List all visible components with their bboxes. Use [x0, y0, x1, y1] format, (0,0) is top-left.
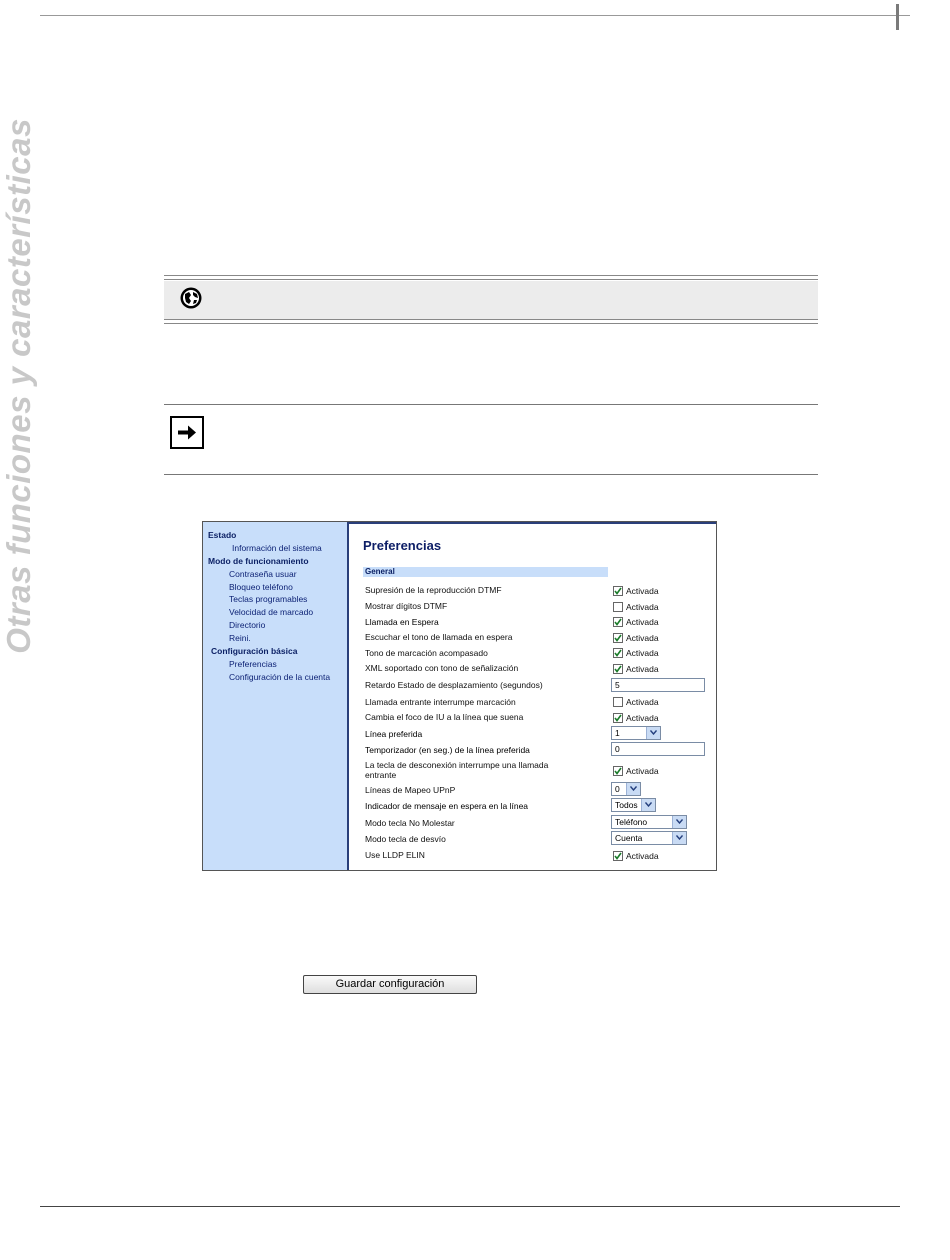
setting-label: Retardo Estado de desplazamiento (segundos) [365, 680, 543, 690]
section-header [363, 567, 608, 577]
nav-directorio[interactable]: Directorio [229, 620, 266, 630]
setting-label: Mostrar dígitos DTMF [365, 601, 448, 611]
setting-label: Línea preferida [365, 729, 423, 739]
nav-modo-funcionamiento[interactable]: Modo de funcionamiento [208, 556, 309, 566]
section-label: General [365, 567, 395, 576]
select-value: 0 [615, 784, 620, 794]
setting-label: Tono de marcación acompasado [365, 648, 488, 658]
select-value: Todos [615, 800, 638, 810]
checkbox-label: Activada [626, 648, 659, 658]
setting-checkbox[interactable] [613, 851, 623, 861]
checkbox-label: Activada [626, 633, 659, 643]
setting-checkbox[interactable] [613, 713, 623, 723]
checkbox-label: Activada [626, 697, 659, 707]
setting-label: Cambia el foco de IU a la línea que suena [365, 712, 524, 722]
setting-checkbox[interactable] [613, 648, 623, 658]
corner-mark [896, 4, 899, 30]
setting-label: Modo tecla No Molestar [365, 818, 455, 828]
setting-label-continued: entrante [365, 770, 397, 780]
chevron-down-icon[interactable] [646, 727, 660, 739]
top-rule [40, 15, 910, 16]
checkbox-label: Activada [626, 851, 659, 861]
chevron-down-icon[interactable] [672, 832, 686, 844]
sidebar-nav [203, 522, 349, 870]
nav-preferencias[interactable]: Preferencias [229, 659, 277, 669]
setting-label: Llamada entrante interrumpe marcación [365, 697, 516, 707]
bottom-rule [40, 1206, 900, 1207]
upnp-lines-select[interactable] [611, 782, 641, 796]
setting-label: Líneas de Mapeo UPnP [365, 785, 456, 795]
chevron-down-icon[interactable] [641, 799, 655, 811]
scroll-delay-input[interactable]: 5 [611, 678, 705, 692]
page-title: Preferencias [363, 538, 442, 553]
note-rule-bottom [164, 474, 818, 475]
setting-checkbox[interactable] [613, 664, 623, 674]
preferred-line-select[interactable] [611, 726, 661, 740]
setting-checkbox[interactable] [613, 633, 623, 643]
dnd-mode-select[interactable] [611, 815, 687, 829]
nav-velocidad-marcado[interactable]: Velocidad de marcado [229, 607, 314, 617]
arrow-right-icon [170, 416, 204, 449]
checkbox-label: Activada [626, 664, 659, 674]
checkbox-label: Activada [626, 586, 659, 596]
setting-label: Temporizador (en seg.) de la línea preferida [365, 745, 530, 755]
nav-configuracion-basica[interactable]: Configuración básica [211, 646, 298, 656]
select-value: Cuenta [615, 833, 643, 843]
setting-checkbox[interactable] [613, 766, 623, 776]
setting-label: XML soportado con tono de señalización [365, 663, 519, 673]
preferred-line-timer-input[interactable]: 0 [611, 742, 705, 756]
checkbox-label: Activada [626, 713, 659, 723]
setting-label: Indicador de mensaje en espera en la línea [365, 801, 529, 811]
setting-checkbox[interactable] [613, 617, 623, 627]
mwi-line-select[interactable] [611, 798, 656, 812]
checkbox-label: Activada [626, 602, 659, 612]
note-rule-top [164, 404, 818, 405]
nav-bloqueo-telefono[interactable]: Bloqueo teléfono [229, 582, 293, 592]
setting-label: Escuchar el tono de llamada en espera [365, 632, 513, 642]
setting-checkbox[interactable] [613, 602, 623, 612]
setting-label: Use LLDP ELIN [365, 850, 425, 860]
setting-label: La tecla de desconexión interrumpe una llamada [365, 760, 549, 770]
web-ui-screenshot [202, 521, 717, 871]
chevron-down-icon[interactable] [672, 816, 686, 828]
nav-contrasena-usuario[interactable]: Contraseña usuar [229, 569, 297, 579]
main-content [349, 522, 716, 870]
side-chapter-title: Otras funciones y características [0, 118, 37, 654]
nav-configuracion-cuenta[interactable]: Configuración de la cuenta [229, 672, 331, 682]
checkbox-label: Activada [626, 766, 659, 776]
setting-checkbox[interactable] [613, 697, 623, 707]
chevron-down-icon[interactable] [626, 783, 640, 795]
select-value: 1 [615, 728, 620, 738]
checkbox-label: Activada [626, 617, 659, 627]
setting-label: Llamada en Espera [365, 617, 439, 627]
nav-teclas-programables[interactable]: Teclas programables [229, 594, 308, 604]
forward-mode-select[interactable] [611, 831, 687, 845]
nav-estado[interactable]: Estado [208, 530, 237, 540]
web-ui-note [164, 275, 818, 326]
nav-reiniciar[interactable]: Reini. [229, 633, 251, 643]
globe-icon [179, 286, 203, 310]
save-settings-button[interactable]: Guardar configuración [303, 975, 477, 994]
setting-checkbox[interactable] [613, 586, 623, 596]
setting-label: Supresión de la reproducción DTMF [365, 585, 502, 595]
nav-informacion-sistema[interactable]: Información del sistema [232, 543, 322, 553]
setting-label: Modo tecla de desvío [365, 834, 446, 844]
select-value: Teléfono [615, 817, 648, 827]
